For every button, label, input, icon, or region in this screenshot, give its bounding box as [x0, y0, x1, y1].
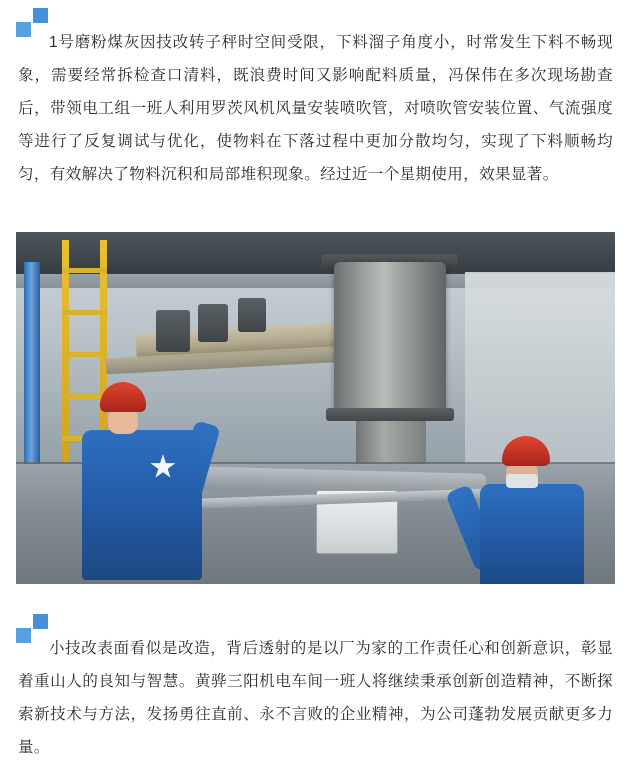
ladder-rung [62, 310, 107, 315]
safety-helmet [100, 382, 146, 412]
equipment-box [238, 298, 266, 332]
photo-scene [16, 232, 615, 584]
ladder-rung [62, 268, 107, 273]
paragraph-top: 1号磨粉煤灰因技改转子秤时空间受限，下料溜子角度小，时常发生下料不畅现象，需要经常拆检查口清料，既浪费时间又影响配料质量，冯保伟在多次现场勘查后，带领电工组一班人利用罗茨风机风量安装喷吹管，对喷吹管安装位置、气流强度等进行了反复调试与优化，使物料在下落过程中更加分散均匀，实现了下料顺畅均匀，有效解决了物料沉积和局部堆积现象。经过近一个星期使用，效果显著。 [18, 34, 613, 183]
duct-flange-bottom [326, 408, 454, 421]
worker-left [78, 382, 228, 582]
worker-right [444, 436, 594, 584]
ladder-rung [62, 352, 107, 357]
article-photo [16, 232, 615, 584]
worker-body [82, 430, 202, 580]
decor-square-b [33, 614, 48, 629]
equipment-box [156, 310, 190, 352]
face-mask [506, 474, 538, 488]
central-duct [334, 262, 446, 412]
decor-square-b [33, 8, 48, 23]
paragraph-bottom: 小技改表面看似是改造，背后透射的是以厂为家的工作责任心和创新意识，彰显着重山人的良知与智慧。黄骅三阳机电车间一班人将继续秉承创新创造精神，不断探索新技术与方法，发扬勇往直前、永不言败的企业精神，为公司蓬勃发展贡献更多力量。 [18, 640, 613, 756]
worker-body [480, 484, 584, 584]
safety-helmet [502, 436, 550, 466]
equipment-box [198, 304, 228, 342]
